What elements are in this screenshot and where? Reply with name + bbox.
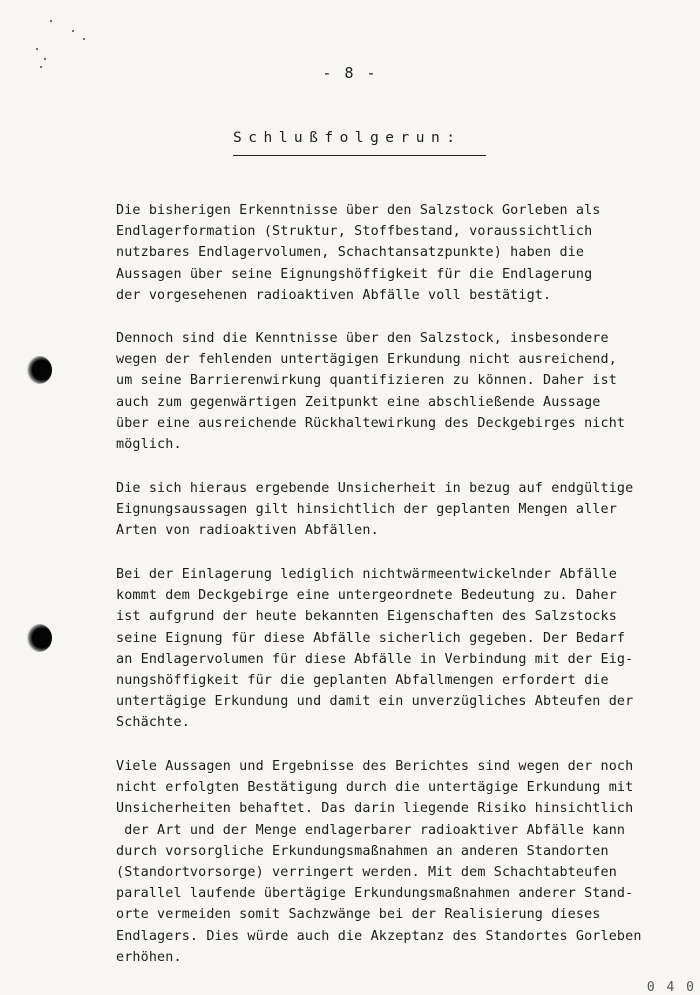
paragraph-line: Viele Aussagen und Ergebnisse des Berichtes sind wegen der noch xyxy=(116,759,634,774)
scan-speck xyxy=(44,58,46,60)
paragraph-line: nungshöffigkeit für die geplanten Abfallmengen erfordert die xyxy=(116,673,609,689)
paragraph-line: (Standortvorsorge) verringert werden. Mit dem Schachtabteufen xyxy=(116,865,617,881)
paragraph-line: Die bisherigen Erkenntnisse über den Salzstock Gorleben als xyxy=(116,203,601,218)
paragraph-line: erhöhen. xyxy=(116,949,182,965)
paragraph xyxy=(116,478,661,542)
paragraph-line: ist aufgrund der heute bekannten Eigenschaften des Salzstocks xyxy=(116,609,617,625)
scan-speck xyxy=(50,20,52,22)
paragraph-line: Bei der Einlagerung lediglich nichtwärmeentwickelnder Abfälle xyxy=(116,567,617,582)
paragraph-line: der vorgesehenen radioaktiven Abfälle voll bestätigt. xyxy=(116,287,552,303)
paragraph-line: um seine Barrierenwirkung quantifizieren zu können. Daher ist xyxy=(116,373,617,389)
paragraph-line: nicht erfolgten Bestätigung durch die untertägige Erkundung mit xyxy=(116,780,634,796)
paragraph-line: an Endlagervolumen für diese Abfälle in Verbindung mit der Eig- xyxy=(116,651,634,667)
paragraph-line: Die sich hieraus ergebende Unsicherheit in bezug auf endgültige xyxy=(116,481,634,496)
scan-speck xyxy=(72,30,74,32)
paragraph-line: wegen der fehlenden untertägigen Erkundung nicht ausreichend, xyxy=(116,352,617,368)
punch-hole-icon xyxy=(26,356,52,384)
scan-speck xyxy=(36,48,38,50)
paragraph-line: Eignungsaussagen gilt hinsichtlich der geplanten Mengen aller xyxy=(116,502,617,518)
scan-speck xyxy=(83,38,85,40)
paragraph-line: kommt dem Deckgebirge eine untergeordnete Bedeutung zu. Daher xyxy=(116,588,617,604)
paragraph-line: Arten von radioaktiven Abfällen. xyxy=(116,523,379,539)
paragraph-line: orte vermeiden somit Sachzwänge bei der Realisierung dieses xyxy=(116,907,601,923)
heading-underline xyxy=(233,155,486,156)
paragraph-line: parallel laufende übertägige Erkundungsmaßnahmen anderer Stand- xyxy=(116,886,634,902)
paragraph xyxy=(116,328,661,455)
paragraph-line: durch vorsorgliche Erkundungsmaßnahmen an anderen Standorten xyxy=(116,843,609,859)
paragraph-line: Endlagers. Dies würde auch die Akzeptanz des Standortes Gorleben xyxy=(116,928,642,944)
paragraph-line: seine Eignung für diese Abfälle sicherlich gegeben. Der Bedarf xyxy=(116,630,626,646)
paragraph xyxy=(116,564,661,734)
paragraph xyxy=(116,200,661,306)
paragraph-line: Schächte. xyxy=(116,715,190,731)
corner-marks: 0 4 0 xyxy=(646,980,696,995)
paragraph-line: nutzbares Endlagervolumen, Schachtansatzpunkte) haben die xyxy=(116,245,585,261)
paragraph-line: Dennoch sind die Kenntnisse über den Salzstock, insbesondere xyxy=(116,331,609,346)
paragraph-line: auch zum gegenwärtigen Zeitpunkt eine abschließende Aussage xyxy=(116,394,601,410)
paragraph-line: Endlagerformation (Struktur, Stoffbestand, voraussichtlich xyxy=(116,224,593,240)
paragraph-line: über eine ausreichende Rückhaltewirkung des Deckgebirges nicht xyxy=(116,415,626,431)
page-number: - 8 - xyxy=(322,64,378,82)
paragraph-line: Unsicherheiten behaftet. Das darin liegende Risiko hinsichtlich xyxy=(116,801,634,817)
punch-hole-icon xyxy=(26,624,52,652)
paragraph-line: Aussagen über seine Eignungshöffigkeit für die Endlagerung xyxy=(116,266,593,282)
paragraph xyxy=(116,756,661,968)
paragraph-line: der Art und der Menge endlagerbarer radioaktiver Abfälle kann xyxy=(116,822,626,838)
section-heading: Schlußfolgerun: xyxy=(233,130,462,146)
paragraph-line: untertägige Erkundung und damit ein unverzügliches Abteufen der xyxy=(116,694,634,710)
paragraph-line: möglich. xyxy=(116,437,182,453)
